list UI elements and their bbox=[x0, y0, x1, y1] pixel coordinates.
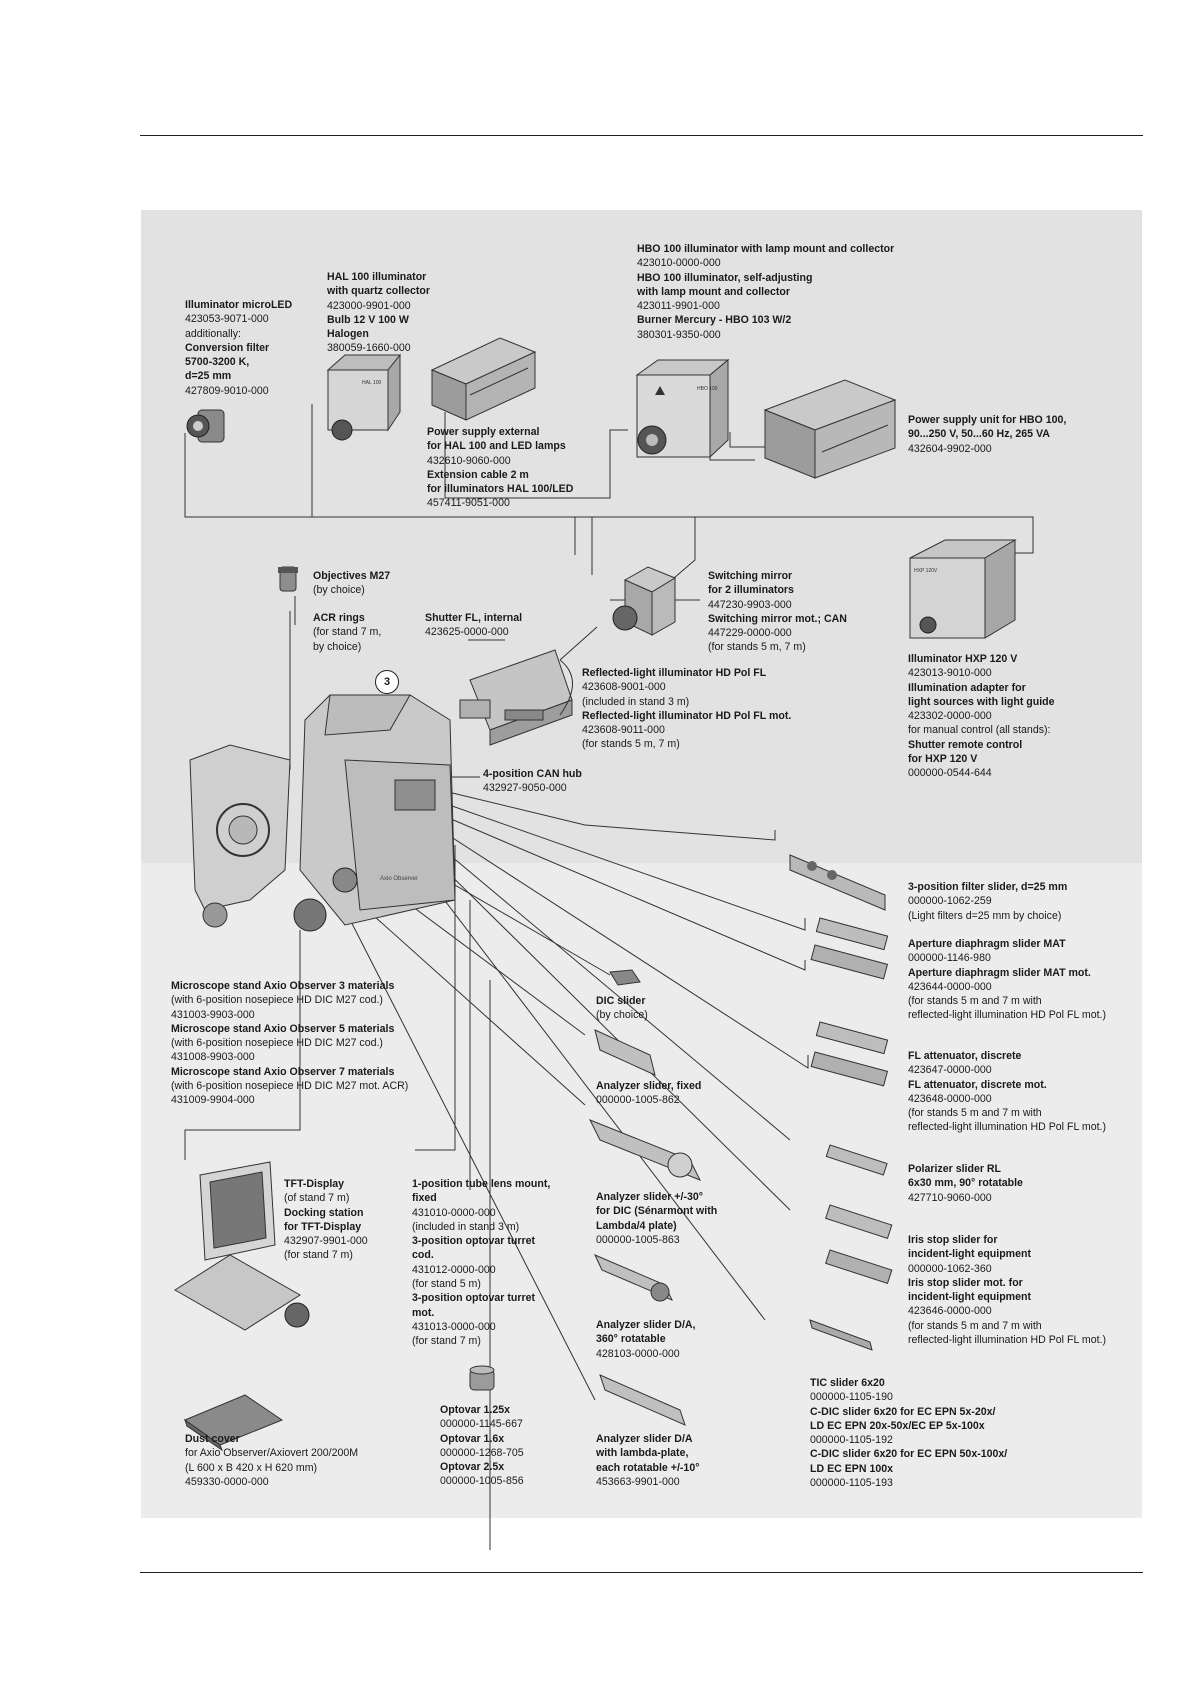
an-lambda-line: with lambda-plate, bbox=[596, 1447, 689, 1460]
reflected-illuminator-device bbox=[460, 650, 573, 745]
dust-line: (L 600 x B 420 x H 620 mm) bbox=[185, 1461, 318, 1474]
canhub-line: 432927-9050-000 bbox=[483, 782, 567, 795]
ps-hbo-line: Power supply unit for HBO 100, bbox=[908, 414, 1067, 426]
label-power-supply-hbo bbox=[908, 413, 1066, 456]
hxp-line: Shutter remote control bbox=[908, 738, 1023, 751]
dust-line: 459330-0000-000 bbox=[185, 1475, 269, 1488]
label-power-supply-hal bbox=[427, 425, 573, 511]
iris-line: 423646-0000-000 bbox=[908, 1305, 992, 1318]
label-iris-slider bbox=[908, 1233, 1106, 1347]
ps-hal-line: Power supply external bbox=[427, 426, 540, 438]
optovar-device bbox=[470, 1366, 494, 1390]
hxp-line: Illuminator HXP 120 V bbox=[908, 653, 1018, 665]
switching-line: (for stands 5 m, 7 m) bbox=[708, 641, 806, 654]
switching-line: 447230-9903-000 bbox=[708, 598, 792, 611]
attenuator-slider-device bbox=[811, 1022, 887, 1086]
objectives-line: (by choice) bbox=[313, 584, 365, 597]
tube-line: 431013-0000-000 bbox=[412, 1320, 496, 1333]
hbo100-line: Burner Mercury - HBO 103 W/2 bbox=[637, 314, 792, 327]
filter-line: (Light filters d=25 mm by choice) bbox=[908, 909, 1062, 922]
label-hbo100 bbox=[637, 242, 894, 342]
reflected-line: (for stands 5 m, 7 m) bbox=[582, 738, 680, 751]
hbo100-line: HBO 100 illuminator, self-adjusting bbox=[637, 271, 813, 284]
label-tft-display bbox=[284, 1177, 368, 1263]
filter-slider-device bbox=[790, 855, 885, 910]
stands-line: 431008-9903-000 bbox=[171, 1051, 255, 1064]
label-microled bbox=[185, 298, 292, 398]
tube-line: (included in stand 3 m) bbox=[412, 1220, 520, 1233]
hbo-power-supply-device bbox=[765, 380, 895, 478]
hal100-line: with quartz collector bbox=[327, 285, 431, 298]
tft-line: TFT-Display bbox=[284, 1178, 345, 1190]
stands-line: (with 6-position nosepiece HD DIC M27 cod.) bbox=[171, 994, 383, 1007]
polarizer-slider-device bbox=[826, 1145, 887, 1175]
switching-line: 447229-0000-000 bbox=[708, 627, 792, 640]
aperture-line: (for stands 5 m and 7 m with bbox=[908, 995, 1042, 1008]
label-microscope-stands bbox=[171, 979, 408, 1108]
reflected-line: Reflected-light illuminator HD Pol FL bbox=[582, 667, 767, 679]
iris-line: Iris stop slider mot. for bbox=[908, 1276, 1023, 1289]
tube-line: 1-position tube lens mount, bbox=[412, 1178, 551, 1190]
label-switching-mirror bbox=[708, 569, 847, 655]
attenuator-line: 423648-0000-000 bbox=[908, 1092, 992, 1105]
an-lambda-line: Analyzer slider D/A bbox=[596, 1433, 693, 1445]
microled-line: additionally: bbox=[185, 327, 241, 340]
iris-line: Iris stop slider for bbox=[908, 1234, 998, 1246]
filter-line: 000000-1062-259 bbox=[908, 895, 992, 908]
acr-line: by choice) bbox=[313, 640, 362, 653]
an-lambda-line: 453663-9901-000 bbox=[596, 1475, 680, 1488]
stands-line: Microscope stand Axio Observer 5 materials bbox=[171, 1022, 395, 1035]
tic-line: C-DIC slider 6x20 for EC EPN 5x-20x/ bbox=[810, 1405, 996, 1418]
label-hal100 bbox=[327, 270, 430, 356]
analyzer-slider-lambda-device bbox=[600, 1375, 685, 1425]
label-tic-slider bbox=[810, 1376, 1007, 1490]
label-polarizer-slider bbox=[908, 1162, 1023, 1205]
tic-slider-device bbox=[810, 1320, 872, 1350]
microled-line: d=25 mm bbox=[185, 370, 232, 383]
aperture-line: 000000-1146-980 bbox=[908, 952, 991, 965]
label-analyzer-fixed bbox=[596, 1079, 701, 1108]
hxp-line: for manual control (all stands): bbox=[908, 724, 1051, 737]
optovar-line: Optovar 1.6x bbox=[440, 1432, 505, 1445]
ps-hbo-line: 432604-9902-000 bbox=[908, 442, 992, 455]
reflected-line: Reflected-light illuminator HD Pol FL mot. bbox=[582, 709, 792, 722]
an-fixed-line: 000000-1005-862 bbox=[596, 1094, 680, 1107]
iris-line: reflected-light illumination HD Pol FL mot.) bbox=[908, 1334, 1107, 1347]
label-acr-rings bbox=[313, 611, 381, 654]
an-fixed-line: Analyzer slider, fixed bbox=[596, 1080, 702, 1092]
tube-line: 431012-0000-000 bbox=[412, 1263, 496, 1276]
attenuator-line: 423647-0000-000 bbox=[908, 1064, 992, 1077]
tft-line: 432907-9901-000 bbox=[284, 1235, 368, 1248]
hxp-line: light sources with light guide bbox=[908, 695, 1055, 708]
ps-hal-line: 457411-9051-000 bbox=[427, 497, 510, 510]
filter-line: 3-position filter slider, d=25 mm bbox=[908, 881, 1068, 893]
an-da-line: Analyzer slider D/A, bbox=[596, 1319, 696, 1331]
microled-line: 427809-9010-000 bbox=[185, 384, 269, 397]
tft-line: (for stand 7 m) bbox=[284, 1249, 353, 1262]
an-da-line: 360° rotatable bbox=[596, 1333, 666, 1346]
microled-line: 5700-3200 K, bbox=[185, 356, 250, 369]
hbo100-line: HBO 100 illuminator with lamp mount and collector bbox=[637, 243, 895, 255]
tic-line: 000000-1105-192 bbox=[810, 1434, 893, 1447]
label-hxp120 bbox=[908, 652, 1055, 781]
label-tube-lens-optovar-turret bbox=[412, 1177, 550, 1349]
hxp-line: for HXP 120 V bbox=[908, 753, 978, 766]
tube-line: mot. bbox=[412, 1306, 435, 1319]
hxp-line: Illumination adapter for bbox=[908, 681, 1026, 694]
switching-mirror-device bbox=[613, 567, 675, 635]
hal100-line: 423000-9901-000 bbox=[327, 299, 411, 312]
hbo100-device bbox=[637, 360, 728, 457]
tube-line: 431010-0000-000 bbox=[412, 1206, 496, 1219]
acr-line: ACR rings bbox=[313, 612, 365, 624]
optovar-line: 000000-1005-856 bbox=[440, 1475, 524, 1488]
aperture-line: Aperture diaphragm slider MAT mot. bbox=[908, 966, 1091, 979]
label-aperture-slider bbox=[908, 937, 1106, 1023]
attenuator-line: reflected-light illumination HD Pol FL mot.) bbox=[908, 1121, 1107, 1134]
tic-line: C-DIC slider 6x20 for EC EPN 50x-100x/ bbox=[810, 1448, 1008, 1461]
polarizer-line: 6x30 mm, 90° rotatable bbox=[908, 1177, 1023, 1190]
tube-line: (for stand 5 m) bbox=[412, 1278, 481, 1291]
dic-line: DIC slider bbox=[596, 995, 646, 1007]
stands-line: 431009-9904-000 bbox=[171, 1094, 255, 1107]
tube-line: (for stand 7 m) bbox=[412, 1335, 481, 1348]
label-objectives bbox=[313, 569, 390, 598]
reflected-line: 423608-9001-000 bbox=[582, 681, 666, 694]
hbo100-line: 423011-9901-000 bbox=[637, 300, 720, 313]
label-filter-slider bbox=[908, 880, 1067, 923]
an-da-line: 428103-0000-000 bbox=[596, 1347, 680, 1360]
hxp-line: 423302-0000-000 bbox=[908, 710, 992, 723]
an-30-line: for DIC (Sénarmont with bbox=[596, 1205, 718, 1218]
reflected-line: (included in stand 3 m) bbox=[582, 695, 690, 708]
attenuator-line: FL attenuator, discrete mot. bbox=[908, 1078, 1047, 1091]
ps-hal-line: for HAL 100 and LED lamps bbox=[427, 440, 566, 453]
label-dic-slider bbox=[596, 994, 648, 1023]
aperture-line: 423644-0000-000 bbox=[908, 980, 992, 993]
label-fl-attenuator bbox=[908, 1049, 1106, 1135]
polarizer-line: 427710-9060-000 bbox=[908, 1191, 992, 1204]
hal100-line: 380059-1660-000 bbox=[327, 342, 411, 355]
iris-line: incident-light equipment bbox=[908, 1248, 1031, 1261]
hbo100-line: 423010-0000-000 bbox=[637, 257, 721, 270]
tft-line: for TFT-Display bbox=[284, 1220, 362, 1233]
dust-line: Dust cover bbox=[185, 1433, 240, 1445]
tic-line: 000000-1105-190 bbox=[810, 1391, 893, 1404]
analyzer-slider-fixed-device bbox=[595, 1030, 655, 1075]
microled-line: 423053-9071-000 bbox=[185, 313, 269, 326]
hxp-line: 423013-9010-000 bbox=[908, 667, 992, 680]
tft-line: Docking station bbox=[284, 1206, 364, 1219]
an-lambda-line: each rotatable +/-10° bbox=[596, 1461, 700, 1474]
shutter-line: Shutter FL, internal bbox=[425, 612, 523, 624]
an-30-line: Lambda/4 plate) bbox=[596, 1219, 677, 1232]
hxp-line: 000000-0544-644 bbox=[908, 767, 992, 780]
reflected-line: 423608-9011-000 bbox=[582, 724, 665, 737]
hbo100-line: 380301-9350-000 bbox=[637, 328, 721, 341]
dust-line: for Axio Observer/Axiovert 200/200M bbox=[185, 1447, 359, 1460]
hal100-line: Halogen bbox=[327, 328, 369, 341]
stands-line: (with 6-position nosepiece HD DIC M27 mot. ACR) bbox=[171, 1080, 409, 1093]
an-30-line: 000000-1005-863 bbox=[596, 1233, 680, 1246]
canhub-line: 4-position CAN hub bbox=[483, 768, 582, 780]
acr-line: (for stand 7 m, bbox=[313, 626, 382, 639]
hal100-line: Bulb 12 V 100 W bbox=[327, 313, 409, 326]
analyzer-slider-da-device bbox=[595, 1255, 672, 1301]
tic-line: TIC slider 6x20 bbox=[810, 1377, 885, 1389]
objective-device bbox=[278, 567, 298, 591]
svg-text:HBO 100: HBO 100 bbox=[697, 386, 718, 392]
stands-line: Microscope stand Axio Observer 3 materials bbox=[171, 980, 395, 992]
attenuator-line: (for stands 5 m and 7 m with bbox=[908, 1107, 1042, 1120]
ps-hal-line: Extension cable 2 m bbox=[427, 468, 529, 481]
tic-line: LD EC EPN 20x-50x/EC EP 5x-100x bbox=[810, 1419, 985, 1432]
label-can-hub bbox=[483, 767, 582, 796]
callout-number: 3 bbox=[375, 670, 399, 694]
iris-slider-device bbox=[826, 1205, 892, 1283]
stands-line: 431003-9903-000 bbox=[171, 1008, 255, 1021]
iris-line: 000000-1062-360 bbox=[908, 1262, 992, 1275]
ps-hbo-line: 90...250 V, 50...60 Hz, 265 VA bbox=[908, 428, 1050, 441]
aperture-slider-device bbox=[811, 918, 887, 979]
switching-line: for 2 illuminators bbox=[708, 584, 794, 597]
hxp120-device bbox=[910, 540, 1015, 638]
tube-line: cod. bbox=[412, 1249, 434, 1262]
label-analyzer-lambda bbox=[596, 1432, 699, 1489]
stands-line: (with 6-position nosepiece HD DIC M27 cod.) bbox=[171, 1037, 383, 1050]
shutter-line: 423625-0000-000 bbox=[425, 626, 509, 639]
optovar-line: 000000-1145-667 bbox=[440, 1418, 523, 1431]
optovar-line: 000000-1268-705 bbox=[440, 1446, 524, 1459]
switching-line: Switching mirror mot.; CAN bbox=[708, 612, 847, 625]
label-optovar bbox=[440, 1403, 524, 1489]
ps-hal-line: for illuminators HAL 100/LED bbox=[427, 483, 574, 496]
switching-line: Switching mirror bbox=[708, 570, 793, 582]
an-30-line: Analyzer slider +/-30° bbox=[596, 1191, 703, 1203]
tube-line: 3-position optovar turret bbox=[412, 1235, 536, 1248]
label-dust-cover bbox=[185, 1432, 358, 1489]
tube-line: fixed bbox=[412, 1192, 437, 1205]
objectives-line: Objectives M27 bbox=[313, 570, 391, 582]
dic-slider-device bbox=[610, 970, 640, 985]
hbo100-line: with lamp mount and collector bbox=[637, 285, 791, 298]
label-analyzer-30 bbox=[596, 1190, 717, 1247]
hal100-line: HAL 100 illuminator bbox=[327, 271, 427, 283]
aperture-line: Aperture diaphragm slider MAT bbox=[908, 938, 1066, 950]
svg-text:HXP 120V: HXP 120V bbox=[914, 568, 938, 574]
label-reflected-illuminator bbox=[582, 666, 791, 752]
svg-text:HAL 100: HAL 100 bbox=[362, 380, 382, 386]
hal-power-supply-device bbox=[432, 338, 535, 420]
optovar-line: Optovar 2.5x bbox=[440, 1461, 505, 1474]
microled-line: Conversion filter bbox=[185, 341, 270, 354]
optovar-line: Optovar 1.25x bbox=[440, 1404, 511, 1416]
aperture-line: reflected-light illumination HD Pol FL mot.) bbox=[908, 1009, 1107, 1022]
hal100-device bbox=[328, 355, 400, 440]
dic-line: (by choice) bbox=[596, 1009, 648, 1022]
tft-line: (of stand 7 m) bbox=[284, 1192, 350, 1205]
iris-line: incident-light equipment bbox=[908, 1291, 1031, 1304]
label-shutter bbox=[425, 611, 522, 640]
polarizer-line: Polarizer slider RL bbox=[908, 1163, 1002, 1175]
tic-line: LD EC EPN 100x bbox=[810, 1462, 894, 1475]
tube-line: 3-position optovar turret bbox=[412, 1292, 536, 1305]
label-analyzer-da bbox=[596, 1318, 696, 1361]
tic-line: 000000-1105-193 bbox=[810, 1477, 893, 1490]
microled-device bbox=[187, 410, 224, 442]
analyzer-slider-30-device bbox=[590, 1120, 700, 1180]
svg-text:Axio Observer: Axio Observer bbox=[380, 876, 419, 882]
microled-line: Illuminator microLED bbox=[185, 299, 293, 311]
stands-line: Microscope stand Axio Observer 7 materials bbox=[171, 1065, 395, 1078]
microscope-stand-device bbox=[190, 695, 455, 931]
attenuator-line: FL attenuator, discrete bbox=[908, 1050, 1022, 1062]
iris-line: (for stands 5 m and 7 m with bbox=[908, 1319, 1042, 1332]
ps-hal-line: 432610-9060-000 bbox=[427, 454, 511, 467]
